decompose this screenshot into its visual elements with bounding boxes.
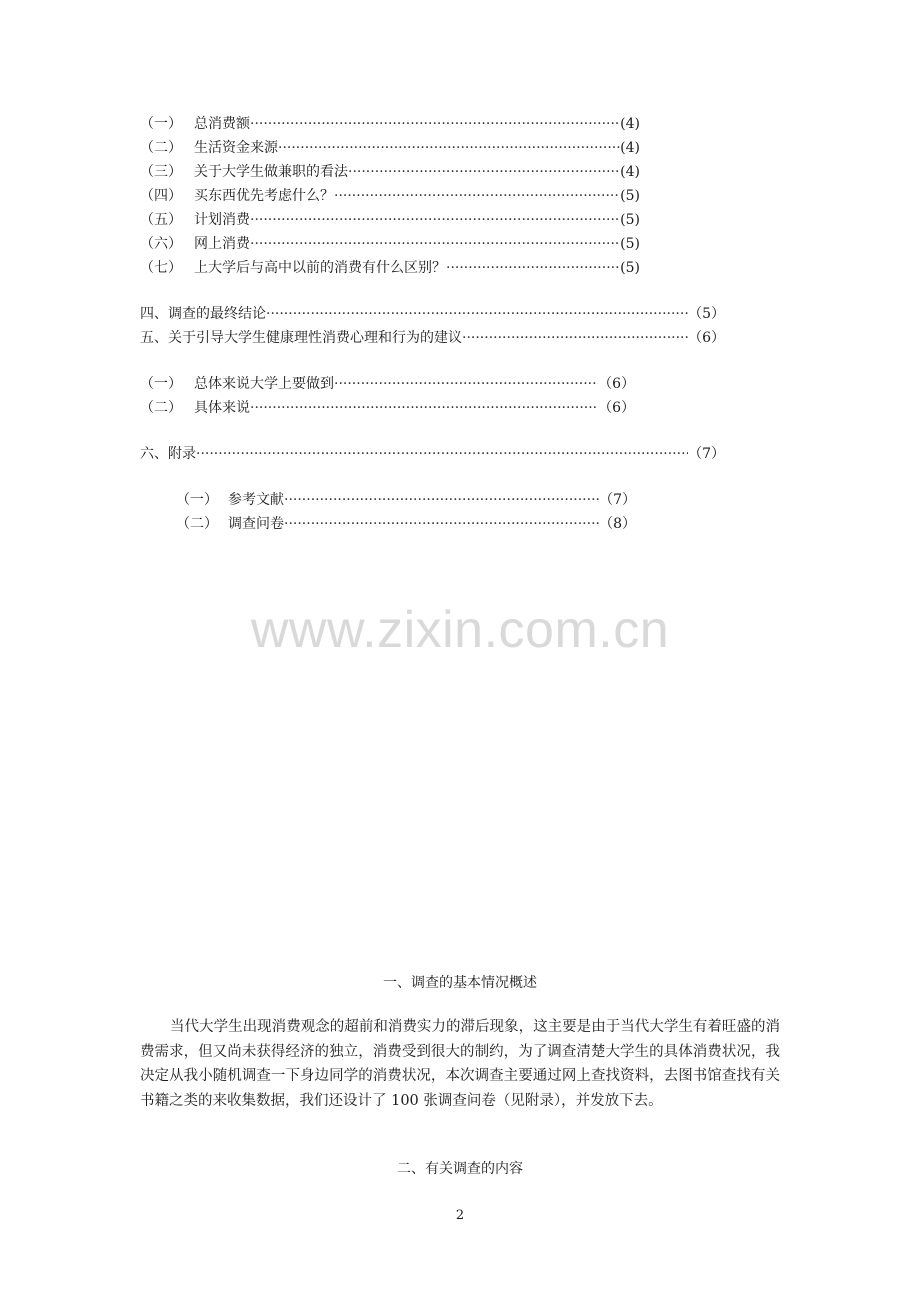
toc-leader-dots — [348, 162, 620, 182]
toc-item-number: （二） — [140, 400, 182, 416]
toc-item-text: 参考文献 — [228, 492, 284, 508]
toc-page-number: （5） — [688, 306, 725, 322]
toc-section-text: 六、附录 — [140, 446, 196, 462]
toc-row — [140, 234, 640, 254]
toc-page-number: (4) — [620, 116, 640, 132]
toc-page-number: （6） — [688, 330, 725, 346]
watermark: www.zixin.com.cn — [250, 601, 670, 659]
page-number: 2 — [455, 1208, 465, 1223]
toc-item-number: （一） — [140, 116, 182, 132]
toc-leader-dots — [250, 210, 620, 230]
toc-row — [140, 162, 640, 182]
toc-row — [140, 210, 640, 230]
toc-row — [140, 258, 640, 278]
toc-item-text: 调查问卷 — [228, 516, 284, 532]
toc-row — [176, 514, 636, 534]
toc-leader-dots — [334, 374, 598, 394]
toc-leader-dots — [284, 514, 599, 534]
toc-page-number: (4) — [620, 164, 640, 180]
toc-item-number: （一） — [140, 376, 182, 392]
toc-page-number: (5) — [620, 236, 640, 252]
toc-leader-dots — [278, 138, 620, 158]
toc-row — [140, 114, 640, 134]
toc-page-number: (5) — [620, 188, 640, 204]
toc-item-number: （七） — [140, 260, 182, 276]
toc-page-number: (4) — [620, 140, 640, 156]
toc-page-number: （7） — [688, 446, 725, 462]
toc-leader-dots — [250, 114, 620, 134]
toc-row — [140, 444, 725, 464]
toc-item-number: （四） — [140, 188, 182, 204]
body-paragraph: 当代大学生出现消费观念的超前和消费实力的滞后现象，这主要是由于当代大学生有着旺盛的消费需求，但又尚未获得经济的独立，消费受到很大的制约，为了调查清楚大学生的具体消费状况，我决定从我小随机调查一下身边同学的消费状况，本次调查主要通过网上查找资料，去图书馆查找有关书籍之类的来收集数据，我们还设计了 100 张调查问卷（见附录），并发放下去。 — [140, 1019, 780, 1109]
toc-section-text: 五、关于引导大学生健康理性消费心理和行为的建议 — [140, 330, 462, 346]
toc-item-number: （二） — [140, 140, 182, 156]
toc-item-number: （三） — [140, 164, 182, 180]
toc-row — [176, 490, 636, 510]
toc-row — [140, 374, 635, 394]
toc-leader-dots — [196, 444, 688, 464]
toc-item-number: （五） — [140, 212, 182, 228]
toc-item-text: 总消费额 — [194, 116, 250, 132]
toc-item-number: （六） — [140, 236, 182, 252]
toc-item-number: （一） — [176, 492, 218, 508]
toc-item-text: 生活资金来源 — [194, 140, 278, 156]
toc-page-number: （6） — [598, 376, 635, 392]
toc-section-text: 四、调查的最终结论 — [140, 306, 266, 322]
toc-leader-dots — [462, 328, 688, 348]
toc-row — [140, 138, 640, 158]
toc-item-text: 网上消费 — [194, 236, 250, 252]
toc-leader-dots — [250, 398, 598, 418]
toc-item-text: 计划消费 — [194, 212, 250, 228]
toc-leader-dots — [250, 234, 620, 254]
toc-item-text: 具体来说 — [194, 400, 250, 416]
toc-leader-dots — [266, 304, 688, 324]
toc-item-number: （二） — [176, 516, 218, 532]
toc-page-number: （8） — [599, 516, 636, 532]
toc-page-number: （7） — [599, 492, 636, 508]
toc-leader-dots — [446, 258, 620, 278]
toc-row — [140, 186, 640, 206]
toc-row — [140, 328, 725, 348]
toc-item-text: 上大学后与高中以前的消费有什么区别？ — [194, 260, 446, 276]
toc-row — [140, 398, 635, 418]
toc-leader-dots — [334, 186, 620, 206]
toc-page-number: (5) — [620, 212, 640, 228]
toc-leader-dots — [284, 490, 599, 510]
toc-item-text: 关于大学生做兼职的看法 — [194, 164, 348, 180]
section-heading-1: 一、调查的基本情况概述 — [383, 975, 537, 991]
toc-row — [140, 304, 725, 324]
toc-item-text: 买东西优先考虑什么？ — [194, 188, 334, 204]
toc-item-text: 总体来说大学上要做到 — [194, 376, 334, 392]
toc-page-number: (5) — [620, 260, 640, 276]
section-heading-2: 二、有关调查的内容 — [397, 1161, 523, 1177]
toc-page-number: （6） — [598, 400, 635, 416]
